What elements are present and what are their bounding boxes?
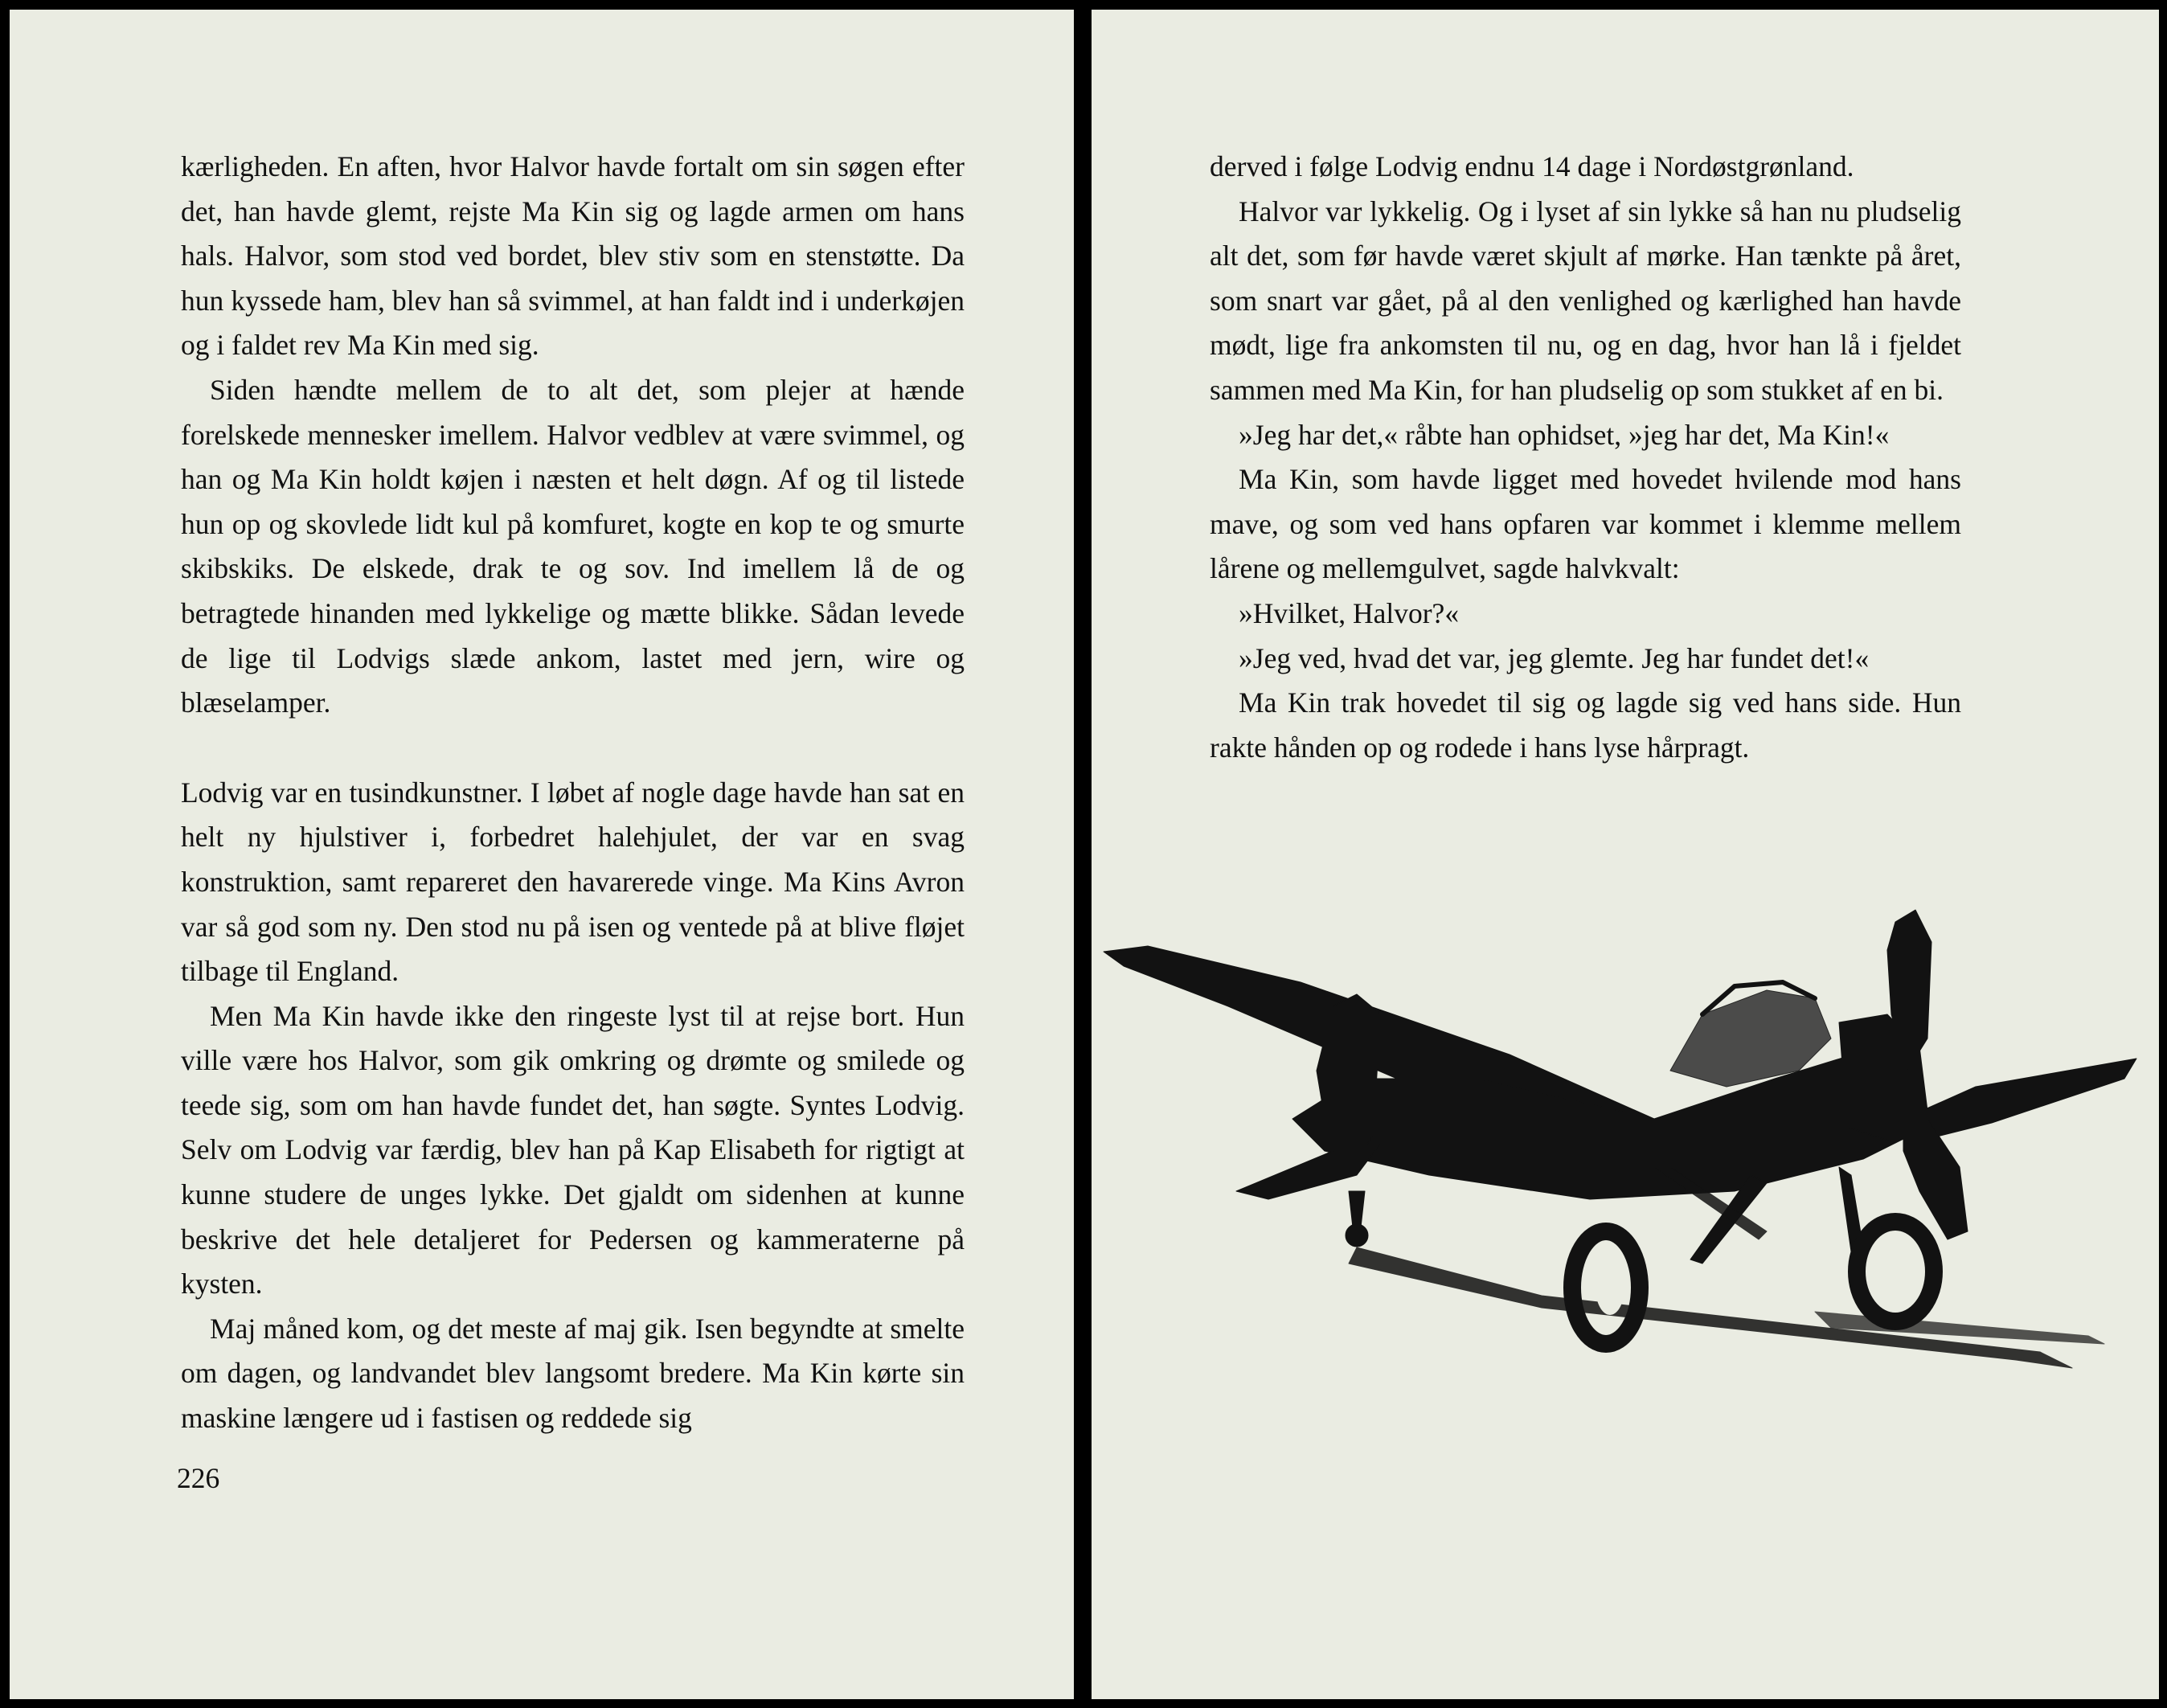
paragraph: Lodvig var en tusindkunstner. I løbet af nogle dage havde han sat en helt ny hjulstiver i, forbedret halehjulet, der var en svag konstruktion, samt repareret den havarerede vinge. Ma Kins Avron var så god som ny. Den stod nu på isen og ventede på at blive fløjet tilbage til England.: [181, 776, 965, 988]
right-page: [1092, 10, 2159, 1699]
airplane-illustration: [1092, 10, 2159, 1699]
paragraph: »Jeg ved, hvad det var, jeg glemte. Jeg har fundet det!«: [1239, 641, 1870, 674]
paragraph: Siden hændte mellem de to alt det, som plejer at hænde forelskede mennesker imellem. Halvor vedblev at være svimmel, og han og Ma Kin holdt køjen i næsten et helt døgn. Af og til listede hun op og skovlede lidt kul på komfuret, kogte en kop te og smurte skibskiks. De elskede, drak te og sov. Ind imellem lå de og betragtede hinanden med lykkelige og mætte blikke. Sådan levede de lige til Lodvigs slæde ankom, lastet med jern, wire og blæselamper.: [181, 373, 965, 719]
paragraph: kærligheden. En aften, hvor Halvor havde fortalt om sin søgen efter det, han havde glemt, rejste Ma Kin sig og lagde armen om hans hals. Halvor, som stod ved bordet, blev stiv som en stenstøtte. Da hun kyssede ham, blev han så svimmel, at han faldt ind i underkøjen og i faldet rev Ma Kin med sig.: [181, 150, 965, 362]
paragraph: Ma Kin, som havde ligget med hovedet hvilende mod hans mave, og som ved hans opfaren var kommet i klemme mellem lårene og mellemgulvet, sagde halvkvalt:: [1210, 463, 1961, 585]
paragraph: derved i følge Lodvig endnu 14 dage i Nordøstgrønland.: [1210, 150, 1854, 182]
paragraph: Halvor var lykkelig. Og i lyset af sin lykke så han nu pludselig alt det, som før havde været skjult af mørke. Han tænkte på året, som snart var gået, på al den venlighed og kærlighed han havde mødt, lige fra ankomsten til nu, og en dag, hvor han lå i fjeldet sammen med Ma Kin, for han pludselig op som stukket af en bi.: [1210, 195, 1961, 406]
paragraph: Men Ma Kin havde ikke den ringeste lyst til at rejse bort. Hun ville være hos Halvor, som gik omkring og drømte og smilede og teede sig, som om han havde fundet det, han søgte. Syntes Lodvig. Selv om Lodvig var færdig, blev han på Kap Elisabeth for rigtigt at kunne studere de unges lykke. Det gjaldt om sidenhen at kunne beskrive det hele detaljeret for Pedersen og kammeraterne på kysten.: [181, 999, 965, 1300]
left-page-text: [181, 145, 965, 1441]
page-number: 226: [177, 1462, 220, 1494]
paragraph: Maj måned kom, og det meste af maj gik. Isen begyndte at smelte om dagen, og landvandet blev langsomt bredere. Ma Kin kørte sin maskine længere ud i fastisen og reddede sig: [181, 1312, 965, 1435]
left-page: [10, 10, 1074, 1699]
paragraph: »Jeg har det,« råbte han ophidset, »jeg har det, Ma Kin!«: [1239, 418, 1890, 451]
paragraph: »Hvilket, Halvor?«: [1239, 596, 1460, 629]
paragraph: Ma Kin trak hovedet til sig og lagde sig ved hans side. Hun rakte hånden op og rodede i hans lyse hårpragt.: [1210, 686, 1961, 764]
